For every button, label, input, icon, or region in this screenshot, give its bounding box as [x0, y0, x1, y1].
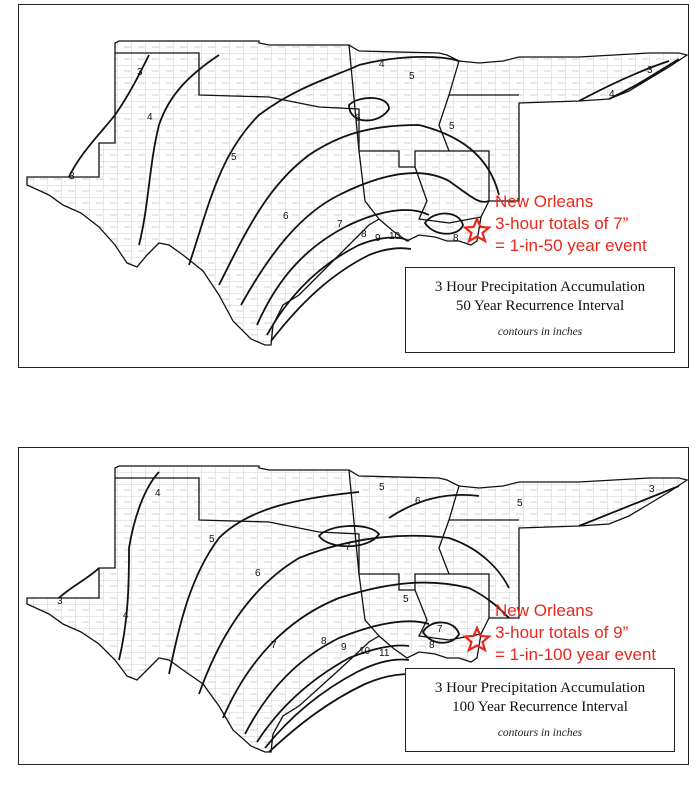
- annotation-line: = 1-in-50 year event: [495, 236, 647, 255]
- new-orleans-annotation: [495, 191, 647, 257]
- contour-label: 8: [453, 233, 459, 244]
- contour-label: 8: [321, 636, 327, 647]
- contour-label: 11: [379, 648, 390, 659]
- contour-label: 3: [137, 67, 143, 78]
- contour-label: 3: [647, 65, 653, 76]
- contour-label: 7: [271, 640, 277, 651]
- contour-label: 5: [409, 71, 415, 82]
- contour-label: 6: [355, 113, 361, 124]
- map-panel-100-year: [18, 447, 689, 765]
- contour-label: 4: [155, 488, 161, 499]
- contour-label: 5: [403, 594, 409, 605]
- contour-label: 4: [609, 89, 615, 100]
- contour-label: 3: [69, 171, 75, 182]
- annotation-line: 3-hour totals of 9”: [495, 623, 629, 642]
- contour-label: 7: [337, 219, 343, 230]
- contour-label: 3: [649, 484, 655, 495]
- legend-title: 3 Hour Precipitation Accumulation: [434, 680, 646, 696]
- contour-label: 5: [379, 482, 385, 493]
- contour-label: 4: [147, 112, 153, 123]
- legend-note: contours in inches: [497, 326, 583, 338]
- contour-label: 5: [517, 498, 523, 509]
- map-panel-50-year: [18, 4, 689, 368]
- contour-label: 6: [255, 568, 261, 579]
- contour-label: 7: [437, 624, 443, 635]
- legend-subtitle: 100 Year Recurrence Interval: [452, 699, 628, 715]
- legend-title: 3 Hour Precipitation Accumulation: [434, 279, 646, 295]
- contour-label: 10: [389, 231, 401, 242]
- contour-label: 5: [231, 152, 237, 163]
- contour-label: 9: [375, 233, 381, 244]
- new-orleans-annotation: [495, 600, 656, 666]
- annotation-line: New Orleans: [495, 192, 594, 211]
- contour-label: 4: [379, 59, 385, 70]
- contour-label: 8: [429, 640, 435, 651]
- annotation-line: = 1-in-100 year event: [495, 645, 657, 664]
- legend-subtitle: 50 Year Recurrence Interval: [455, 298, 625, 314]
- contour-label: 9: [341, 642, 347, 653]
- legend-note: contours in inches: [497, 727, 583, 739]
- contour-label: 5: [209, 534, 215, 545]
- contour-label: 7: [345, 542, 351, 553]
- contour-label: 4: [123, 610, 129, 621]
- contour-label: 6: [415, 496, 421, 507]
- annotation-line: 3-hour totals of 7”: [495, 214, 629, 233]
- map-legend: [405, 668, 675, 752]
- contour-label: 5: [449, 121, 455, 132]
- map-legend: [405, 267, 675, 353]
- contour-label: 3: [57, 596, 63, 607]
- contour-label: 10: [359, 646, 371, 657]
- contour-line: [59, 568, 99, 598]
- annotation-line: New Orleans: [495, 601, 594, 620]
- contour-label: 6: [283, 211, 289, 222]
- contour-label: 8: [361, 229, 367, 240]
